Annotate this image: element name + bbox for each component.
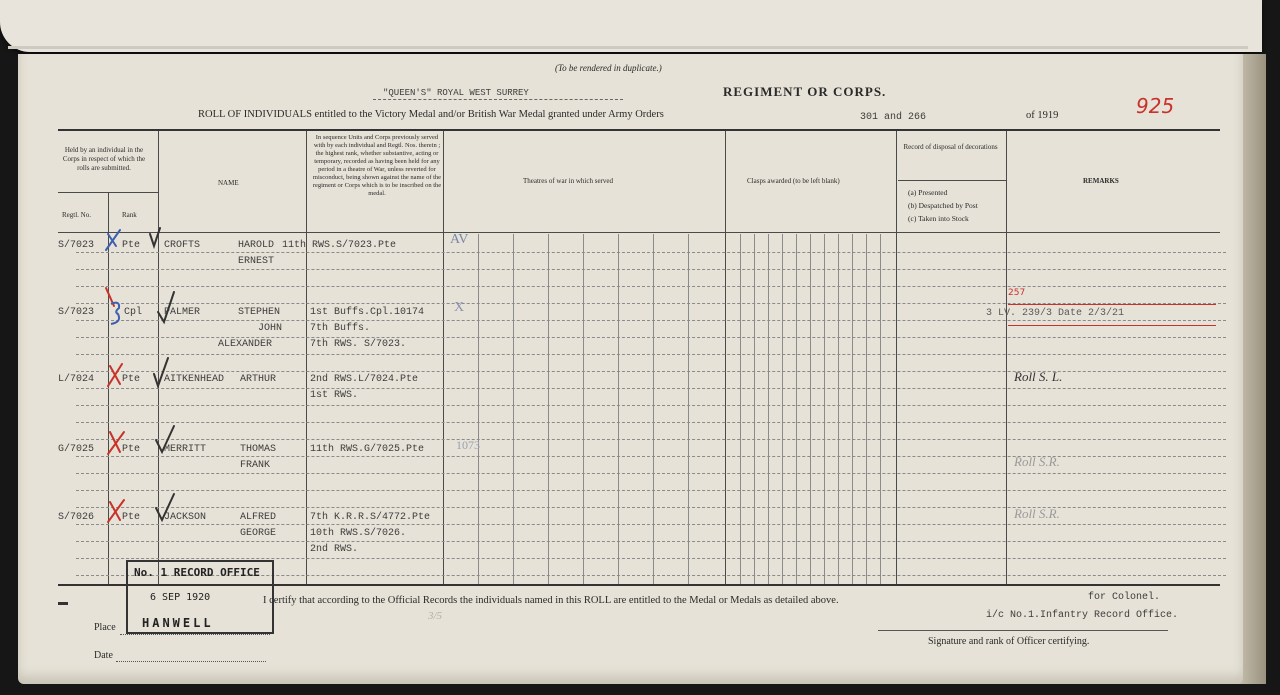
ruled-line [76, 252, 1226, 253]
ruled-line [76, 388, 1226, 389]
rank: Pte [122, 374, 141, 385]
regiment-name: "QUEEN'S" ROYAL WEST SURREY [383, 88, 529, 98]
blue-cross-mark [106, 230, 120, 250]
remark: Roll S. L. [1014, 369, 1063, 384]
pencil-annotation: X [454, 300, 465, 315]
stamp-date: 6 SEP 1920 [150, 592, 211, 603]
units-header: In sequence Units and Corps previously served with by each individual and Regtl. Nos. therein ; the highest rank, whether substantive, acting or temporary, recorded as having been held for any period in a theatre of War, unless reverted for misconduct, being shown against the name of the regiment or Corps which is to be inscribed on the medal. [312, 134, 442, 197]
pencil-annotation: 1073 [456, 438, 480, 452]
forename: STEPHEN [238, 307, 281, 318]
ruled-line [76, 337, 1226, 338]
disposal-b: (b) Despatched by Post [908, 201, 978, 210]
certify-text: I certify that according to the Official Records the individuals named in this ROLL are entitled to the Medal or Medals as detailed above. [263, 595, 839, 606]
unit-service: 7th RWS. S/7023. [310, 339, 407, 350]
unit-service: 1st RWS. [310, 390, 359, 401]
tick-mark [156, 494, 174, 520]
forename: HAROLD [238, 240, 275, 251]
name-header: NAME [218, 179, 239, 187]
disposal-divider [898, 180, 1006, 181]
of-year: of 1919 [1026, 110, 1059, 121]
remark-number: 257 [1008, 288, 1026, 298]
forename: JOHN [258, 323, 283, 334]
record-office-stamp [126, 560, 274, 634]
forename: ARTHUR [240, 374, 277, 385]
album-cover-flap [0, 0, 1262, 52]
signature-label: Signature and rank of Officer certifying. [928, 636, 1090, 647]
ruled-line [76, 439, 1226, 440]
ruled-line [76, 405, 1226, 406]
forename: GEORGE [240, 528, 277, 539]
faint-pencil-mark: 3/5 [428, 610, 443, 622]
remark: Roll S.R. [1014, 454, 1060, 469]
remark: 3 LV. 239/3 Date 2/3/21 [986, 308, 1125, 319]
col-divider-remarks [1006, 131, 1007, 584]
for-colonel: for Colonel. [1088, 592, 1161, 603]
margin-mark [58, 602, 68, 605]
ruled-line [76, 558, 1226, 559]
remark: Roll S.R. [1014, 506, 1060, 521]
place-label: Place [94, 622, 116, 633]
surname: AITKENHEAD [164, 374, 225, 385]
date-label: Date [94, 650, 113, 661]
unit-service: 7th K.R.R.S/4772.Pte [310, 512, 431, 523]
roll-title: ROLL OF INDIVIDUALS entitled to the Victory Medal and/or British War Medal granted under Army Orders [198, 109, 664, 120]
stamp-place: HANWELL [142, 616, 214, 630]
forename: ERNEST [238, 256, 275, 267]
page-number: 925 [1136, 94, 1175, 118]
surname: CROFTS [164, 240, 201, 251]
col-divider-units [306, 131, 307, 584]
forename: FRANK [240, 460, 271, 471]
ruled-line [76, 541, 1226, 542]
unit-service: 7th Buffs. [310, 323, 371, 334]
unit-service: 2nd RWS. [310, 544, 359, 555]
ruled-line [76, 422, 1226, 423]
army-orders: 301 and 266 [860, 112, 927, 123]
theatres-header: Theatres of war in which served [523, 177, 613, 185]
regiment-underline [373, 99, 623, 100]
ruled-line [76, 490, 1226, 491]
regtl-no-header: Regtl. No. [62, 211, 91, 219]
unit-service: 11th RWS.G/7025.Pte [310, 444, 425, 455]
red-underline [1008, 304, 1216, 305]
header-bottom-rule [58, 232, 1220, 233]
rank: Pte [122, 240, 141, 251]
unit-service: 1st Buffs.Cpl.10174 [310, 307, 425, 318]
regiment-label: REGIMENT OR CORPS. [723, 84, 887, 99]
ruled-line [76, 354, 1226, 355]
regtl-no: G/7025 [58, 444, 95, 455]
tick-mark [154, 358, 168, 386]
col-divider-disposal [896, 131, 897, 584]
ruled-line [76, 269, 1226, 270]
unit-service: 2nd RWS.L/7024.Pte [310, 374, 419, 385]
red-cross-mark [108, 432, 124, 454]
medal-roll-page [18, 54, 1243, 684]
regtl-no: S/7023 [58, 307, 95, 318]
remarks-header: REMARKS [1083, 177, 1119, 185]
forename: ALEXANDER [218, 339, 273, 350]
forename: ALFRED [240, 512, 277, 523]
date-line [116, 661, 266, 662]
disposal-c: (c) Taken into Stock [908, 214, 969, 223]
duplicate-note: (To be rendered in duplicate.) [555, 63, 662, 73]
record-office: i/c No.1.Infantry Record Office. [986, 610, 1179, 621]
signature-line [878, 630, 1168, 631]
disposal-header: Record of disposal of decorations [903, 143, 998, 151]
col-divider-clasps [725, 131, 726, 584]
ruled-line [76, 320, 1226, 321]
rank: Pte [122, 444, 141, 455]
regtl-no: S/7026 [58, 512, 95, 523]
disposal-a: (a) Presented [908, 188, 948, 197]
place-line [120, 634, 270, 635]
tick-mark [158, 292, 174, 322]
regtl-no: S/7023 [58, 240, 95, 251]
unit-service: 10th RWS.S/7026. [310, 528, 407, 539]
rank: Cpl [124, 307, 143, 318]
forename: THOMAS [240, 444, 277, 455]
table-top-rule [58, 129, 1220, 131]
surname: PALMER [164, 307, 201, 318]
clasps-header: Clasps awarded (to be left blank) [747, 177, 840, 185]
tick-mark [156, 426, 174, 452]
red-underline [1008, 325, 1216, 326]
pencil-marks [98, 226, 188, 586]
rank-header: Rank [122, 211, 137, 219]
ruled-line [76, 473, 1226, 474]
held-by-header: Held by an individual in the Corps in respect of which the rolls are submitted. [62, 146, 146, 172]
col-divider-theatres [443, 131, 444, 584]
rank: Pte [122, 512, 141, 523]
tick-mark [150, 228, 160, 246]
ruled-line [76, 524, 1226, 525]
red-cross-mark [108, 500, 124, 522]
blue-digit-3 [108, 300, 124, 328]
unit-service: 11th RWS.S/7023.Pte [282, 240, 397, 251]
pencil-annotation: AV [450, 232, 469, 247]
surname: MERRITT [164, 444, 207, 455]
surname: JACKSON [164, 512, 207, 523]
ruled-line [76, 286, 1226, 287]
red-cross-mark [108, 364, 122, 386]
stamp-office: No. 1 RECORD OFFICE [134, 566, 260, 579]
regtl-no: L/7024 [58, 374, 95, 385]
